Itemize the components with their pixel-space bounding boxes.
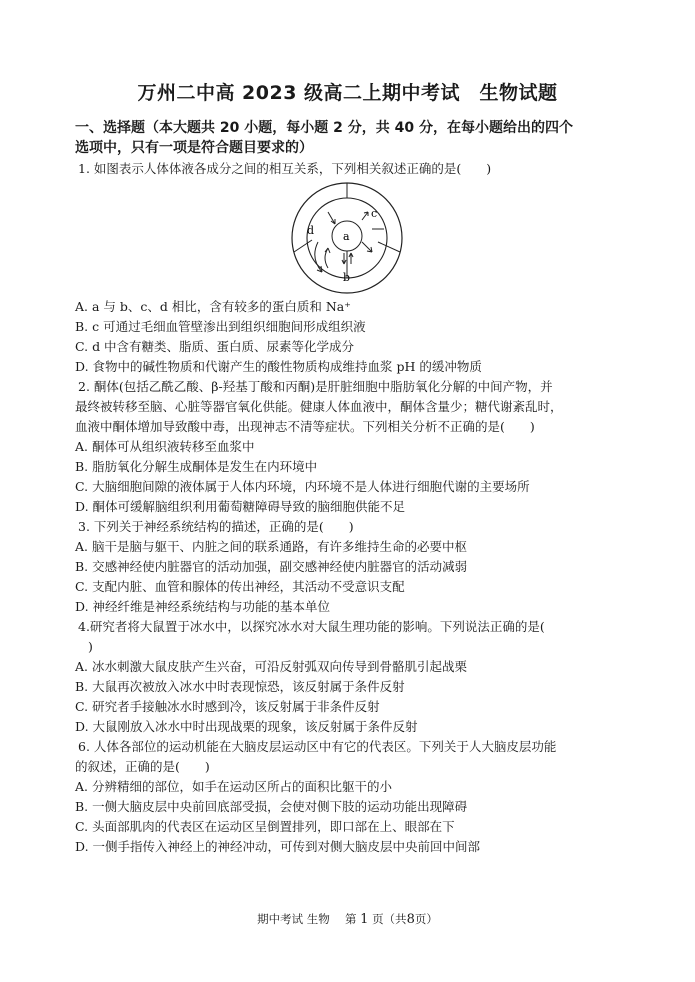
footer-prefix: 期中考试 生物 第: [257, 912, 357, 926]
q4-option-c: C. 研究者手接触冰水时感到冷，该反射属于非条件反射: [75, 699, 380, 714]
label-a: a: [343, 230, 350, 243]
q1-option-d: D. 食物中的碱性物质和代谢产生的酸性物质构成维持血浆 pH 的缓冲物质: [75, 359, 482, 374]
body-fluid-diagram: [288, 180, 406, 295]
q2-stem-1: 2. 酮体(包括乙酰乙酸、β-羟基丁酸和丙酮)是肝脏细胞中脂肪氧化分解的中间产物，并: [78, 379, 553, 394]
footer-total-pages: 8: [406, 912, 415, 927]
q4-option-a: A. 冰水刺激大鼠皮肤产生兴奋，可沿反射弧双向传导到骨骼肌引起战栗: [75, 659, 467, 674]
q2-option-c: C. 大脑细胞间隙的液体属于人体内环境，内环境不是人体进行细胞代谢的主要场所: [75, 479, 530, 494]
q2-stem-2: 最终被转移至脑、心脏等器官氧化供能。健康人体血液中，酮体含量少；糖代谢紊乱时，: [75, 399, 563, 414]
q1-option-b: B. c 可通过毛细血管壁渗出到组织细胞间形成组织液: [75, 319, 366, 334]
q4-stem-1: 4.研究者将大鼠置于冰水中，以探究冰水对大鼠生理功能的影响。下列说法正确的是(: [78, 619, 545, 634]
q3-stem: 3. 下列关于神经系统结构的描述，正确的是( ): [78, 519, 354, 534]
q1-option-c: C. d 中含有糖类、脂质、蛋白质、尿素等化学成分: [75, 339, 355, 354]
section-heading-line-2: 选项中，只有一项是符合题目要求的）: [75, 140, 313, 156]
q2-option-d: D. 酮体可缓解脑组织利用葡萄糖障碍导致的脑细胞供能不足: [75, 499, 406, 514]
q6-stem-2: 的叙述，正确的是( ): [75, 759, 210, 774]
page-title: 万州二中高 2023 级高二上期中考试 生物试题: [137, 82, 558, 104]
q2-option-b: B. 脂肪氧化分解生成酮体是发生在内环境中: [75, 459, 318, 474]
q6-stem-1: 6. 人体各部位的运动机能在大脑皮层运动区中有它的代表区。下列关于人大脑皮层功能: [78, 739, 557, 754]
q3-option-c: C. 支配内脏、血管和腺体的传出神经，其活动不受意识支配: [75, 579, 405, 594]
q2-option-a: A. 酮体可从组织液转移至血浆中: [75, 439, 255, 454]
q1-option-a: A. a 与 b、c、d 相比，含有较多的蛋白质和 Na⁺: [75, 299, 351, 314]
footer-suffix: 页）: [414, 912, 438, 926]
footer-middle: 页（共: [372, 912, 407, 926]
q3-option-b: B. 交感神经使内脏器官的活动加强，副交感神经使内脏器官的活动减弱: [75, 559, 468, 574]
q4-option-b: B. 大鼠再次被放入冰水中时表现惊恐，该反射属于条件反射: [75, 679, 405, 694]
section-heading-line-1: 一、选择题（本大题共 20 小题，每小题 2 分，共 40 分，在每小题给出的四个: [75, 120, 573, 136]
label-b: b: [343, 271, 351, 284]
label-c: c: [371, 207, 378, 220]
q4-stem-2: ): [88, 639, 93, 654]
q3-option-d: D. 神经纤维是神经系统结构与功能的基本单位: [75, 599, 331, 614]
q1-stem: 1. 如图表示人体体液各成分之间的相互关系，下列相关叙述正确的是( ): [78, 161, 492, 176]
q6-option-a: A. 分辨精细的部位，如手在运动区所占的面积比躯干的小: [75, 779, 392, 794]
label-d: d: [307, 224, 315, 237]
q6-option-c: C. 头面部肌肉的代表区在运动区呈倒置排列，即口部在上、眼部在下: [75, 819, 455, 834]
q6-option-b: B. 一侧大脑皮层中央前回底部受损，会使对侧下肢的运动功能出现障碍: [75, 799, 468, 814]
footer-page-number: 1: [360, 912, 369, 927]
q2-stem-3: 血液中酮体增加导致酸中毒，出现神志不清等症状。下列相关分析不正确的是( ): [75, 419, 535, 434]
page-footer: [0, 911, 695, 927]
q6-option-d: D. 一侧手指传入神经上的神经冲动，可传到对侧大脑皮层中央前回中间部: [75, 839, 481, 854]
q4-option-d: D. 大鼠刚放入冰水中时出现战栗的现象，该反射属于条件反射: [75, 719, 418, 734]
q3-option-a: A. 脑干是脑与躯干、内脏之间的联系通路，有许多维持生命的必要中枢: [75, 539, 467, 554]
